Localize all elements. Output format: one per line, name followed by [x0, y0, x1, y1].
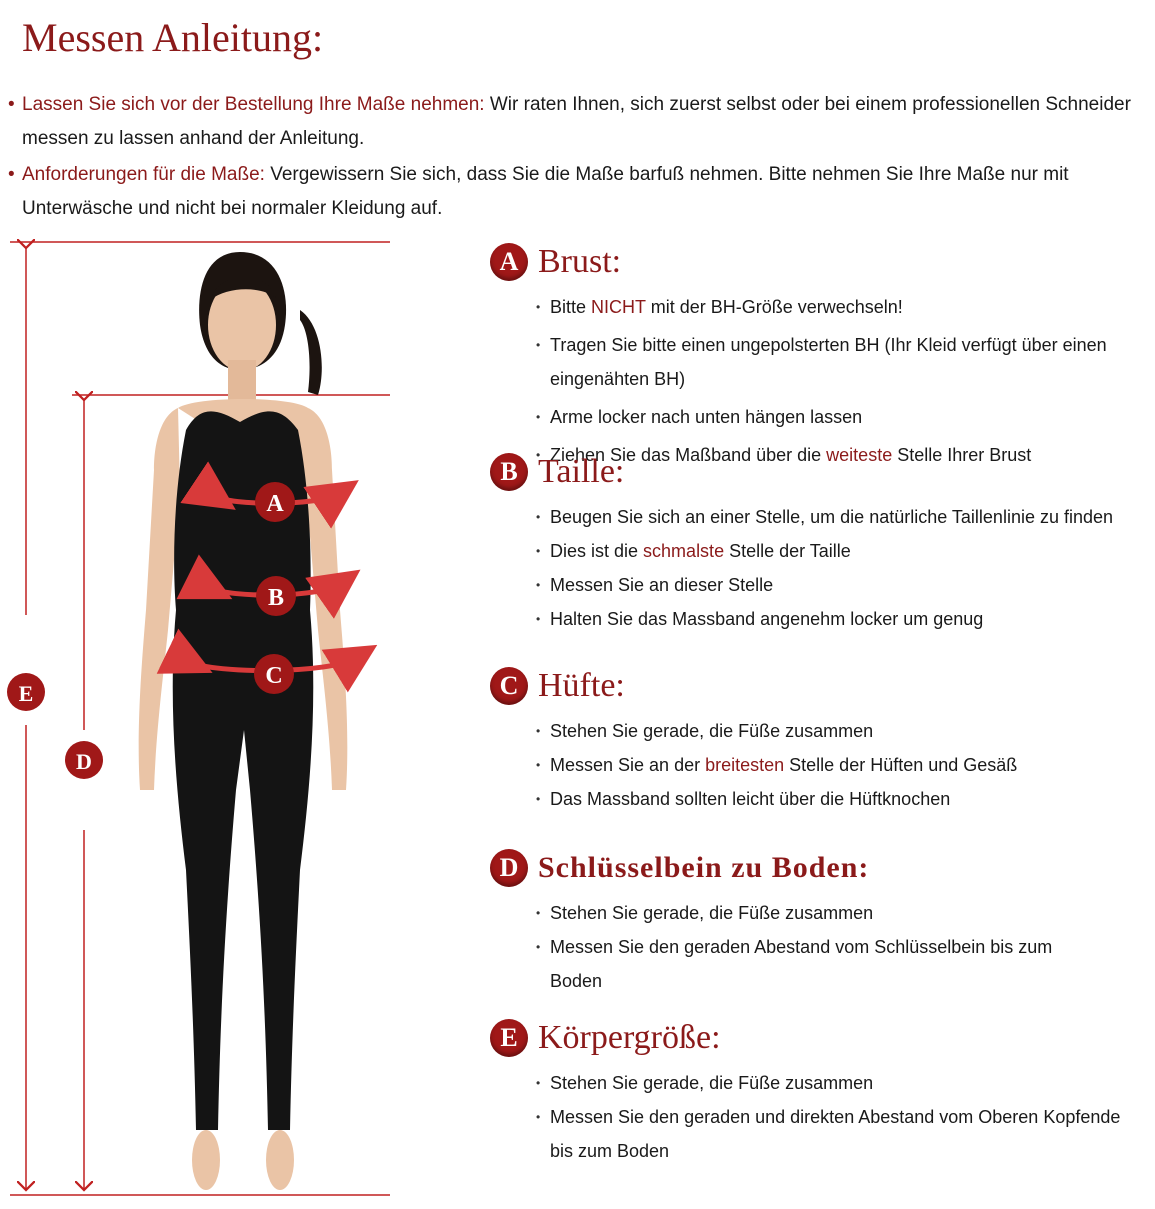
page-title: Messen Anleitung: [22, 15, 324, 60]
svg-text:B: B [267, 585, 285, 611]
section-title: Taille: [538, 453, 625, 490]
section-list [490, 290, 1150, 472]
section-brust [490, 240, 1150, 476]
section-title: Schlüsselbein zu Boden: [538, 851, 870, 884]
list-item: • Arme locker nach unten hängen lassen [532, 400, 1150, 434]
intro-paragraph-1 [8, 88, 1138, 156]
svg-text:C: C [265, 663, 283, 689]
list-item: • Dies ist die schmalste Stelle der Taille [532, 534, 1150, 568]
section-koerpergroesse [490, 1016, 1150, 1168]
list-item: • Ziehen Sie das Maßband über die weiteste Stelle Ihrer Brust [532, 438, 1150, 472]
list-item: • Messen Sie an dieser Stelle [532, 568, 1150, 602]
section-title: Hüfte: [538, 667, 625, 704]
body-illustration [0, 230, 460, 1204]
section-title: Brust: [538, 243, 622, 280]
intro-paragraph-2 [8, 158, 1138, 226]
badge-b-figure [256, 576, 296, 616]
intro-text: Vergewissern Sie sich, dass Sie die Maße barfuß nehmen. Bitte nehmen Sie Ihre Maße nur mit [264, 164, 1069, 185]
section-list [490, 500, 1150, 636]
intro-text-line2: Unterwäsche und nicht bei normaler Kleidung auf. [22, 198, 443, 219]
bullet-icon: • [8, 164, 15, 185]
badge-c-figure [254, 654, 294, 694]
measurement-figure [0, 230, 460, 1204]
bullet-icon: • [8, 94, 15, 115]
badge-d: D [490, 849, 528, 887]
section-list [490, 1066, 1150, 1168]
list-item: • Halten Sie das Massband angenehm locker um genug [532, 602, 1150, 636]
section-taille [490, 450, 1150, 636]
svg-text:A: A [266, 491, 284, 517]
section-huefte [490, 664, 1150, 816]
list-item: • Bitte NICHT mit der BH-Größe verwechseln! [532, 290, 1150, 324]
badge-e: E [490, 1019, 528, 1057]
badge-e-figure [7, 673, 45, 711]
intro-highlight: Lassen Sie sich vor der Bestellung Ihre Maße nehmen: [22, 94, 485, 115]
svg-text:D: D [76, 749, 92, 774]
intro-text: Wir raten Ihnen, sich zuerst selbst oder bei einem professionellen Schneider [484, 94, 1131, 115]
list-item: • Messen Sie den geraden und direkten Abestand vom Oberen Kopfende bis zum Boden [532, 1100, 1130, 1168]
svg-text:E: E [18, 681, 34, 706]
list-item: • Stehen Sie gerade, die Füße zusammen [532, 1066, 1150, 1100]
section-list [490, 714, 1150, 816]
list-item: • Tragen Sie bitte einen ungepolsterten BH (Ihr Kleid verfügt über einen eingenähten BH) [532, 328, 1150, 396]
badge-b: B [490, 453, 528, 491]
badge-d-figure [65, 741, 103, 779]
list-item: • Stehen Sie gerade, die Füße zusammen [532, 896, 1150, 930]
list-item: • Stehen Sie gerade, die Füße zusammen [532, 714, 1150, 748]
badge-a-figure [255, 482, 295, 522]
list-item: • Das Massband sollten leicht über die Hüftknochen [532, 782, 1150, 816]
badge-a: A [490, 243, 528, 281]
intro-highlight: Anforderungen für die Maße: [22, 164, 265, 185]
list-item: • Beugen Sie sich an einer Stelle, um die natürliche Taillenlinie zu finden [532, 500, 1150, 534]
intro-text-line2: messen zu lassen anhand der Anleitung. [22, 128, 365, 149]
list-item: • Messen Sie den geraden Abestand vom Schlüsselbein bis zum Boden [532, 930, 1090, 998]
section-title: Körpergröße: [538, 1019, 721, 1056]
badge-c: C [490, 667, 528, 705]
section-schluesselbein [490, 846, 1150, 998]
section-list [490, 896, 1150, 998]
list-item: • Messen Sie an der breitesten Stelle der Hüften und Gesäß [532, 748, 1150, 782]
